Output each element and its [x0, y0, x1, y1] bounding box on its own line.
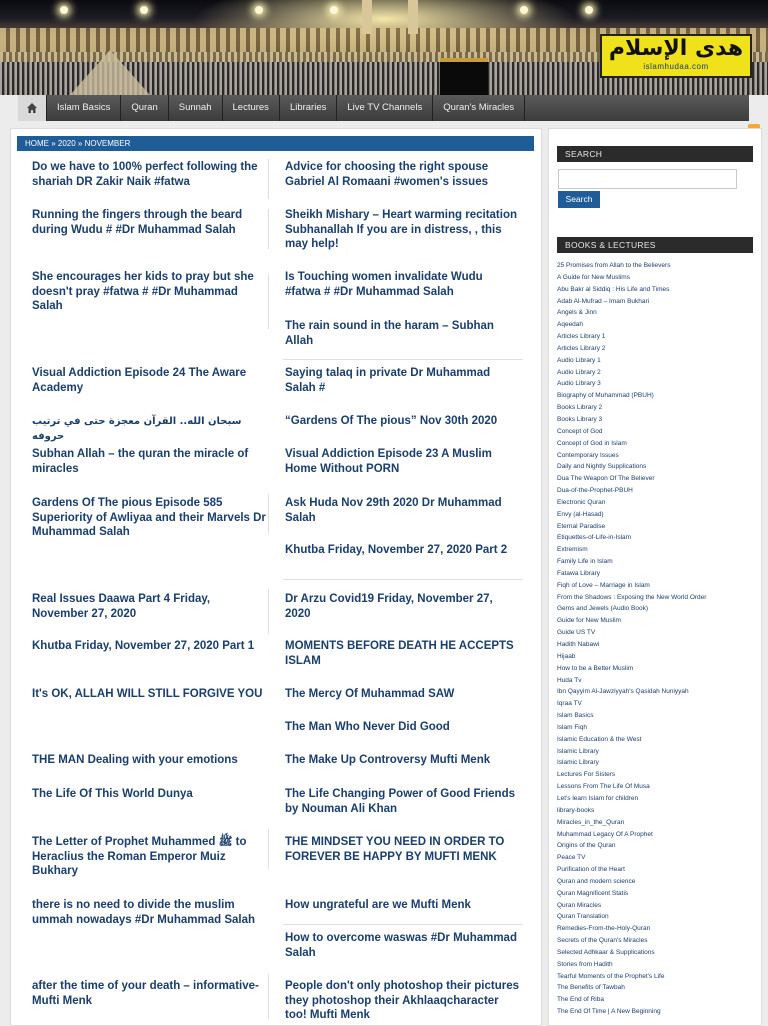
sidebar-book-link[interactable]: Quran Magnificent Statis [557, 889, 629, 897]
row-divider [283, 359, 523, 360]
sidebar-book-link[interactable]: Dua The Weapon Of The Believer [557, 475, 655, 483]
sidebar-book-link[interactable]: Selected Adhkaar & Supplications [557, 948, 655, 956]
post-link[interactable]: Khutba Friday, November 27, 2020 Part 1 [32, 640, 255, 652]
sidebar-book-link[interactable]: How to be a Better Muslim [557, 664, 634, 672]
post-link[interactable]: How to overcome waswas #Dr Muhammad Salah [285, 932, 517, 959]
sidebar-book-link[interactable]: Articles Library 2 [557, 344, 606, 352]
sidebar-book-link[interactable]: Lectures For Sisters [557, 771, 616, 779]
banner-light [255, 6, 263, 14]
sidebar-book-link[interactable]: Purification of the Heart [557, 866, 625, 874]
books-list [557, 260, 757, 1018]
sidebar-book-link[interactable]: Peace TV [557, 854, 586, 862]
post-link[interactable]: It's OK, ALLAH WILL STILL FORGIVE YOU [32, 688, 263, 700]
column-divider [268, 974, 269, 1019]
minaret [408, 0, 418, 34]
sidebar-book-link[interactable]: Islamic Library [557, 759, 599, 767]
sidebar-book-link[interactable]: Adab Al-Mufrad – Imam Bukhari [557, 297, 650, 305]
sidebar-book-link[interactable]: Tearful Moments of the Prophet's Life [557, 972, 665, 980]
home-icon [26, 102, 38, 114]
post-link[interactable]: Running the fingers through the beard during Wudu # #Dr Muhammad Salah [32, 209, 243, 236]
breadcrumb: HOME » 2020 » NOVEMBER [17, 136, 534, 151]
sidebar-book-link[interactable]: Quran and modern science [557, 877, 636, 885]
sidebar-book-link[interactable]: Electronic Quran [557, 498, 606, 506]
post-link[interactable]: Dr Arzu Covid19 Friday, November 27, 2020 [285, 593, 493, 620]
sidebar-book-link[interactable]: Guide US TV [557, 629, 596, 637]
post-link[interactable]: The Make Up Controversy Mufti Menk [285, 754, 491, 766]
sidebar-book-link[interactable]: Books Library 2 [557, 404, 603, 412]
sidebar-book-link[interactable]: Audio Library 1 [557, 356, 601, 364]
sidebar-book-link[interactable]: Articles Library 1 [557, 333, 606, 341]
post-link[interactable]: after the time of your death – informative- Mufti Menk [32, 980, 259, 1007]
post-link[interactable]: سبحان الله.. القرآن معجزة حتى في ترتيب حروفه [32, 416, 242, 442]
post-link[interactable]: THE MAN Dealing with your emotions [32, 754, 238, 766]
nav-islam-basics[interactable]: Islam Basics [47, 95, 121, 121]
sidebar-book-link[interactable]: Family Life in Islam [557, 558, 613, 566]
nav-sunnah[interactable]: Sunnah [169, 95, 223, 121]
post-link[interactable]: How ungrateful are we Mufti Menk [285, 899, 471, 911]
books-widget-title: BOOKS & LECTURES [557, 237, 753, 253]
post-link[interactable]: there is no need to divide the muslim ummah nowadays #Dr Muhammad Salah [32, 899, 256, 926]
post-link[interactable]: Visual Addiction Episode 24 The Aware Academy [32, 367, 247, 394]
post-link[interactable]: Ask Huda Nov 29th 2020 Dr Muhammad Salah [285, 497, 502, 524]
site-logo[interactable] [600, 34, 752, 78]
sidebar-book-link[interactable]: Quran Miracles [557, 901, 602, 909]
sidebar-book-link[interactable]: Abu Bakr al Siddiq : His Life and Times [557, 285, 670, 293]
sidebar-book-link[interactable]: Audio Library 3 [557, 380, 601, 388]
post-link[interactable]: The rain sound in the haram – Subhan Allah [285, 320, 494, 347]
minaret [362, 0, 372, 34]
banner-light [520, 6, 528, 14]
sidebar-book-link[interactable]: Contemporary Issues [557, 451, 619, 459]
sidebar-book-link[interactable]: Let's learn Islam for children [557, 794, 639, 802]
logo-arabic: هدى الإسلام [608, 36, 744, 61]
sidebar-book-link[interactable]: Stories from Hadith [557, 960, 613, 968]
sidebar-book-link[interactable]: Quran Translation [557, 913, 609, 921]
sidebar-book-link[interactable]: Concept of God [557, 427, 603, 435]
sidebar-book-link[interactable]: Remedies-From-the-Holy-Quran [557, 925, 651, 933]
post-link[interactable]: The Life Changing Power of Good Friends by Nouman Ali Khan [285, 788, 515, 815]
banner-light [330, 6, 338, 14]
post-link[interactable]: The Life Of This World Dunya [32, 788, 193, 800]
nav-libraries[interactable]: Libraries [280, 95, 337, 121]
sidebar-book-link[interactable]: Muhammad Legacy Of A Prophet [557, 830, 653, 838]
sidebar-book-link[interactable]: Concept of God in Islam [557, 439, 627, 447]
post-link[interactable]: Khutba Friday, November 27, 2020 Part 2 [285, 544, 508, 556]
kaaba [440, 58, 488, 95]
post-link[interactable]: People don't only photoshop their pictures they photoshop their Akhlaaqcharacter too! Mufti Menk [285, 980, 520, 1022]
sidebar-book-link[interactable]: 25 Promises from Allah to the Believers [557, 262, 671, 269]
sidebar-book-link[interactable]: library-books [557, 806, 595, 814]
column-divider [268, 829, 269, 869]
sidebar-book-link[interactable]: Huda Tv [557, 676, 582, 684]
sidebar-book-link[interactable]: A Guide for New Muslims [557, 273, 630, 281]
banner-light [140, 6, 148, 14]
sidebar-book-link[interactable]: Etiquettes-of-Life-in-Islam [557, 534, 632, 542]
sidebar-book-link[interactable]: Guide for New Muslim [557, 617, 621, 625]
logo-url: islamhudaa.com [643, 62, 709, 71]
post-link[interactable]: Saying talaq in private Dr Muhammad Salah # [285, 367, 491, 394]
column-divider [268, 274, 269, 329]
sidebar-book-link[interactable]: Envy (al-Hasad) [557, 510, 604, 518]
sidebar-book-link[interactable]: Secrets of the Quran's Miracles [557, 937, 648, 945]
sidebar-book-link[interactable]: Aqeedah [557, 321, 584, 329]
main-nav [18, 95, 749, 121]
nav-lectures[interactable]: Lectures [223, 95, 280, 121]
column-divider [268, 159, 269, 199]
column-divider [268, 209, 269, 249]
search-input[interactable] [558, 169, 737, 189]
post-link[interactable]: “Gardens Of The pious” Nov 30th 2020 [285, 415, 498, 427]
column-divider [268, 589, 269, 634]
row-divider [283, 579, 523, 580]
banner-tent [70, 50, 150, 95]
nav-live-tv-channels[interactable]: Live TV Channels [337, 95, 433, 121]
post-list [10, 128, 542, 1026]
sidebar-book-link[interactable]: Hadith Nabawi [557, 641, 600, 648]
sidebar-book-link[interactable]: Fatawa Library [557, 569, 600, 577]
sidebar-book-link[interactable]: Fiqh of Love – Marriage in Islam [557, 581, 650, 589]
sidebar-book-link[interactable]: Ibn Qayyim Al-Jawziyyah's Qasidah Nuniyyah [557, 688, 689, 696]
nav-quran[interactable]: Quran [121, 95, 168, 121]
row-divider [283, 924, 523, 925]
post-link[interactable]: Gardens Of The pious Episode 585 Superiority of Awliyaa and their Marvels Dr Muhammad Salah [32, 497, 266, 539]
sidebar-book-link[interactable]: Eternal Paradise [557, 522, 606, 530]
post-link[interactable]: The Letter of Prophet Muhammed ﷺ to Heraclius the Roman Emperor Muiz Bukhary [32, 836, 247, 878]
sidebar-book-link[interactable]: Biography of Muhammad (PBUH) [557, 392, 654, 400]
sidebar-book-link[interactable]: Daily and Nightly Supplications [557, 463, 647, 471]
search-widget-title: SEARCH [557, 146, 753, 162]
sidebar-book-link[interactable]: Iqraa TV [557, 700, 582, 708]
header-banner [0, 0, 768, 95]
sidebar-book-link[interactable]: Extremism [557, 546, 588, 554]
post-link[interactable]: She encourages her kids to pray but she doesn't pray #fatwa # #Dr Muhammad Salah [32, 271, 254, 313]
sidebar-book-link[interactable]: Audio Library 2 [557, 368, 601, 376]
sidebar-book-link[interactable]: From the Shadows : Exposing the New World Order [557, 593, 707, 601]
sidebar-book-link[interactable]: Books Library 3 [557, 415, 603, 423]
search-button[interactable]: Search [558, 191, 600, 208]
nav-qurans-miracles[interactable]: Quran's Miracles [433, 95, 525, 121]
sidebar-book-link[interactable]: The End Of Time | A New Beginning [557, 1008, 661, 1016]
sidebar-book-link[interactable]: Islamic Library [557, 747, 599, 755]
post-link[interactable]: Advice for choosing the right spouse Gabriel Al Romaani #women's issues [285, 161, 489, 188]
banner-light [585, 6, 593, 14]
post-link[interactable]: MOMENTS BEFORE DEATH HE ACCEPTS ISLAM [285, 640, 514, 667]
sidebar-book-link[interactable]: Islam Basics [557, 712, 594, 720]
sidebar-book-link[interactable]: The Benefits of Tawbah [557, 984, 625, 992]
sidebar-book-link[interactable]: Dua-of-the-Prophet-PBUH [557, 487, 633, 495]
post-link[interactable]: THE MINDSET YOU NEED IN ORDER TO FOREVER BE HAPPY BY MUFTI MENK [285, 836, 505, 863]
post-link[interactable]: Do we have to 100% perfect following the shariah DR Zakir Naik #fatwa [32, 161, 258, 188]
sidebar-book-link[interactable]: Islam Fiqh [557, 723, 587, 731]
sidebar-book-link[interactable]: Miracles_in_the_Quran [557, 818, 625, 826]
post-link[interactable]: Visual Addiction Episode 23 A Muslim Home Without PORN [285, 448, 492, 475]
sidebar-book-link[interactable]: Origins of the Quran [557, 842, 616, 850]
banner-light [60, 6, 68, 14]
post-link[interactable]: Is Touching women invalidate Wudu #fatwa # #Dr Muhammad Salah [285, 271, 483, 298]
sidebar-book-link[interactable]: Lessons From The Life Of Musa [557, 783, 650, 791]
post-link[interactable]: Sheikh Mishary – Heart warming recitation Subhanallah If you are in distress, , this may help! [285, 209, 517, 251]
home-button[interactable] [18, 95, 47, 121]
sidebar [548, 128, 762, 1026]
sidebar-book-link[interactable]: Gems and Jewels (Audio Book) [557, 605, 649, 613]
sidebar-book-link[interactable]: Hijaab [557, 652, 576, 660]
post-link[interactable]: The Mercy Of Muhammad SAW [285, 688, 455, 700]
sidebar-book-link[interactable]: The End of Riba [557, 996, 604, 1004]
sidebar-book-link[interactable]: Islamic Education & the West [557, 735, 642, 743]
post-link[interactable]: Real Issues Daawa Part 4 Friday, November 27, 2020 [32, 593, 211, 620]
column-divider [268, 494, 269, 534]
post-link[interactable]: Subhan Allah – the quran the miracle of miracles [32, 448, 249, 475]
post-link[interactable]: The Man Who Never Did Good [285, 721, 450, 733]
sidebar-book-link[interactable]: Angels & Jinn [557, 309, 597, 317]
